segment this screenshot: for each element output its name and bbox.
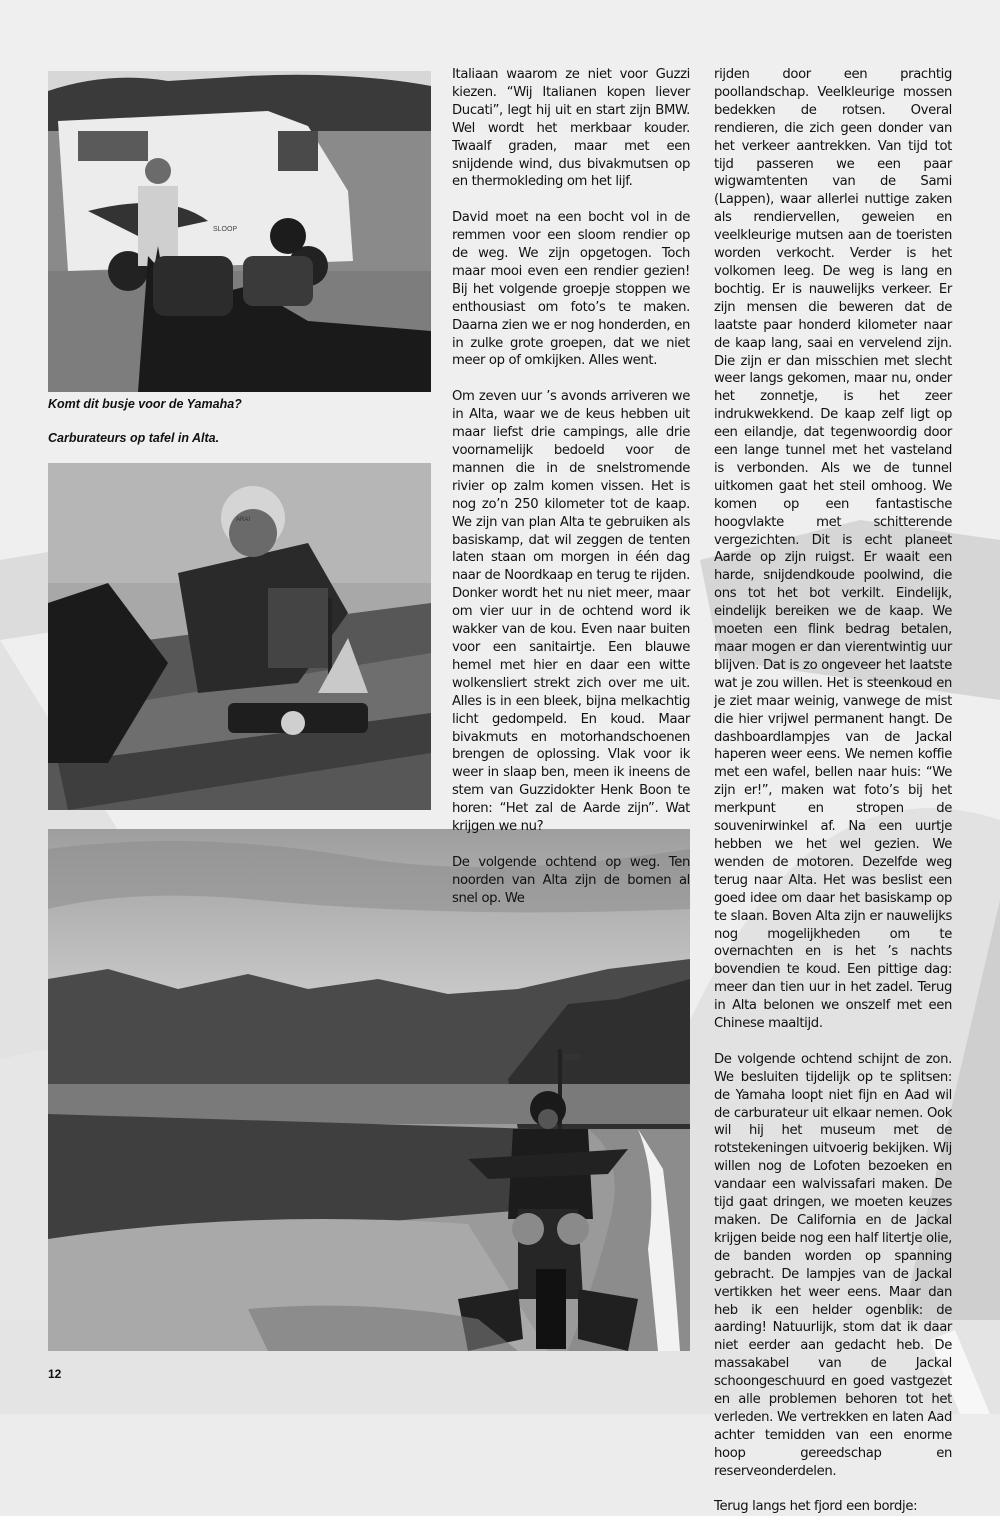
van-label: SLOOP (213, 226, 238, 233)
caption-carburettors: Carburateurs op tafel in Alta. (48, 431, 220, 445)
paragraph: Terug langs het fjord een bordje: (714, 1499, 918, 1515)
paragraph: De volgende ochtend schijnt de zon. We besluiten tijdelijk op te splitsen: de Yamaha loopt niet fijn en Aad wil de carburateur uit elkaar nemen. Ook wil hij het museum met de rotstekeningen uitvoerig bekijken. Wij willen nog de Lofoten bezoeken en vandaar een walvissafari maken. De tijd gaat dringen, we moeten keuzes maken. De California en de Jackal krijgen beide nog een half litertje olie, de banden worden op spanning gebracht. De lampjes van de Jackal vertikken het weer eens. Maar dan heb ik een helder ogenblik: de aarding! Natuurlijk, stom dat ik daar niet eerder aan gedacht heb. De massakabel van de Jackal schoongeschuurd en goed vastgezet en alle problemen behoren tot het verleden. We vertrekken en laten Aad achter temidden van een enorme hoop gereedschap en reserveonderdelen. (714, 1051, 952, 1479)
photo-van-motorcycles (48, 71, 431, 392)
paragraph: Italiaan waarom ze niet voor Guzzi kiezen. “Wij Italianen kopen liever Ducati”, legt hij uit en start zijn BMW. Wel wordt het merkbaar kouder. Twaalf graden, maar met een snijdende wind, dus bivakmutsen op en thermokleding om het lijf. (452, 67, 690, 190)
photo-carburettors (48, 463, 431, 810)
paragraph: rijden door een prachtig poollandschap. Veelkleurige mossen bedekken de rotsen. Overal rendieren, die zich geen donder van het verkeer aantrekken. Van tijd tot tijd passeren we een paar wigwamtenten van de Sami (Lappen), waar allerlei nuttige zaken als rendiervellen, geweien en veelkleurige mutsen aan de toeristen worden verkocht. Verder is het volkomen leeg. De weg is lang en bochtig. Er is nauwelijks verkeer. Er zijn mensen die beweren dat de laatste paar honderd kilometer naar de kaap lang, saai en vervelend zijn. Die zijn er dan misschien met slecht weer langs gekomen, maar nu, onder het zonnetje, is het zeer indrukwekkend. De kaap zelf ligt op een eilandje, dat tegenwoordig door een lange tunnel met het vasteland is verbonden. Als we de tunnel uitkomen gaat het steil omhoog. We komen op een fantastische hoogvlakte met schitterende vergezichten. Dit is echt planeet Aarde op zijn ruigst. Er waait een harde, snijdendkoude poolwind, die ons tot het bot verkilt. Eindelijk, eindelijk bereiken we de kaap. We moeten een flink bedrag betalen, maar mogen er dan vierentwintig uur blijven. Dat is zo ongeveer het laatste wat je zou willen. Het is steenkoud en je ziet maar weinig, vanwege de mist die hier vrijwel permanent hangt. De dashboardlampjes van de Jackal haperen weer eens. We nemen koffie met een wafel, bellen naar huis: “We zijn er!”, maken wat foto’s bij het merkpunt en stropen de souvenirwinkel af. Na een uurtje hebben we het wel gezien. We wenden de motoren. Dezelfde weg terug naar Alta. Het was beslist een goed idee om daar het basiskamp op te slaan. Boven Alta zijn er nauwelijks nog mogelijkheden om te overnachten en is het ’s nachts bovendien te koud. Een pittige dag: meer dan tien uur in het zadel. Terug in Alta belonen we onszelf met een Chinese maaltijd. (714, 67, 952, 1032)
paragraph: Om zeven uur ’s avonds arriveren we in Alta, waar we de keus hebben uit maar liefst drie campings, alle drie voornamelijk bedoeld voor de mannen die in de snelstromende rivier op zalm komen vissen. Het is nog zo’n 250 kilometer tot de kaap. We zijn van plan Alta te gebruiken als basiskamp, dat wil zeggen de tenten laten staan om morgen in één dag naar de Noordkaap en terug te rijden. Donker wordt het nu niet meer, maar om vier uur in de ochtend word ik wakker van de kou. Even naar buiten voor een sanitairtje. Een blauwe hemel met hier en daar een witte wolkensliert strekt zich over me uit. Alles is in een bleek, bijna melkachtig licht gedompeld. En koud. Maar bivakmuts en motorhandschoenen brengen de oplossing. Vlak voor ik weer in slaap ben, meen ik ineens de stem van Guzzidokter Henk Boon te horen: “Het zal de Aarde zijn”. Wat krijgen we nu? (452, 389, 690, 835)
cap-label: ARAI (236, 517, 251, 523)
caption-van: Komt dit busje voor de Yamaha? (48, 397, 242, 411)
paragraph: David moet na een bocht vol in de remmen voor een sloom rendier op de weg. We zijn opgetogen. Toch maar mooi even een rendier gezien! Bij het volgende groepje stoppen we enthousiast om foto’s te maken. Daarna zien we er nog honderden, en in zulke grote groepen, dat we niet meer op of omkijken. Alles went. (452, 210, 690, 369)
article-column-2 (714, 66, 952, 1516)
page-number: 12 (48, 1367, 62, 1381)
article-column-1 (452, 66, 690, 908)
paragraph: De volgende ochtend op weg. Ten noorden van Alta zijn de bomen al snel op. We (452, 854, 690, 906)
